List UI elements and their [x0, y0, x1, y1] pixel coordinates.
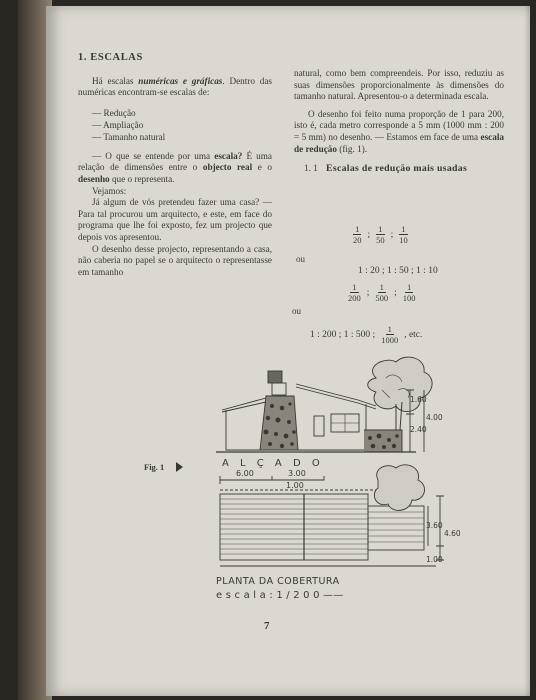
proportion-paragraph: O desenho foi feito numa proporção de 1 para 200, isto é, cada metro corresponde a 5 mm (1000 mm : 200 = 5 mm) no desenho. — Estamos em face de uma escala de redução (fig. 1). [294, 108, 504, 154]
elevation-label: A L Ç A D O [222, 458, 324, 469]
question-paragraph: — O que se entende por uma escala? É uma relação de dimensões entre o objecto real e o desenho que o representa. [78, 150, 273, 184]
continuation-paragraph: natural, como bem compreendeis. Por isso, reduziu as suas dimensões proporcionalmente às dimensões do tamanho natural. Apresentou-o a determinada escala. [294, 68, 504, 102]
figure-caption-scale: e s c a l a : 1 / 2 0 0 —— [216, 590, 344, 601]
elevation-drawing [216, 357, 432, 452]
figure-caption-title: PLANTA DA COBERTURA [216, 576, 340, 587]
or-text-2: ou [292, 306, 301, 316]
dim-1-60: 1.60 [410, 395, 427, 404]
dim-1-00-bottom: 1.00 [426, 555, 443, 564]
dim-1-00-top: 1.00 [286, 481, 304, 490]
subsection-heading: 1. 1 Escalas de redução mais usadas [304, 163, 468, 175]
intro-paragraph: Há escalas numéricas e gráficas. Dentro das numéricas encontram-se escalas de: [78, 75, 272, 98]
dim-6-00: 6.00 [236, 469, 254, 478]
or-text-1: ou [296, 254, 305, 264]
list-item: — Ampliação [92, 119, 144, 130]
dim-3-00: 3.00 [288, 469, 306, 478]
dim-3-60: 3.60 [426, 521, 443, 530]
vejamos-paragraph: Vejamos: [92, 185, 127, 196]
page-number: 7 [264, 620, 270, 632]
dim-4-60: 4.60 [444, 529, 461, 538]
list-item: — Redução [92, 107, 136, 118]
book-page [46, 6, 530, 696]
project-paragraph: O desenho desse projecto, representando a casa, não caberia no papel se o arquitecto o representasse em tamanho [78, 243, 272, 277]
fraction-row-2: $\frac{1}{200}$ ; $\frac{1}{500}$ ; $\frac{1}{100}$ [348, 282, 416, 303]
section-title: 1. ESCALAS [78, 52, 143, 63]
list-item: — Tamanho natural [92, 131, 166, 142]
fraction-row-1: $\frac{1}{20}$ ; $\frac{1}{50}$ ; $\frac{1}{10}$ [353, 224, 408, 245]
dim-2-40: 2.40 [410, 425, 427, 434]
ratio-row-1: 1 : 20 ; 1 : 50 ; 1 : 10 [358, 266, 438, 276]
ratio-row-2: 1 : 200 ; 1 : 500 ; $\frac{1}{1000}$ , etc. [310, 324, 423, 345]
figure-label: Fig. 1 [144, 462, 165, 472]
dim-4-00: 4.00 [426, 413, 443, 422]
house-paragraph: Já algum de vós pretendeu fazer uma casa? — Para tal procurou um arquitecto, e este, em face do programa que lhe foi exposto, fez um projecto que depois vos apresentou. [78, 197, 272, 242]
